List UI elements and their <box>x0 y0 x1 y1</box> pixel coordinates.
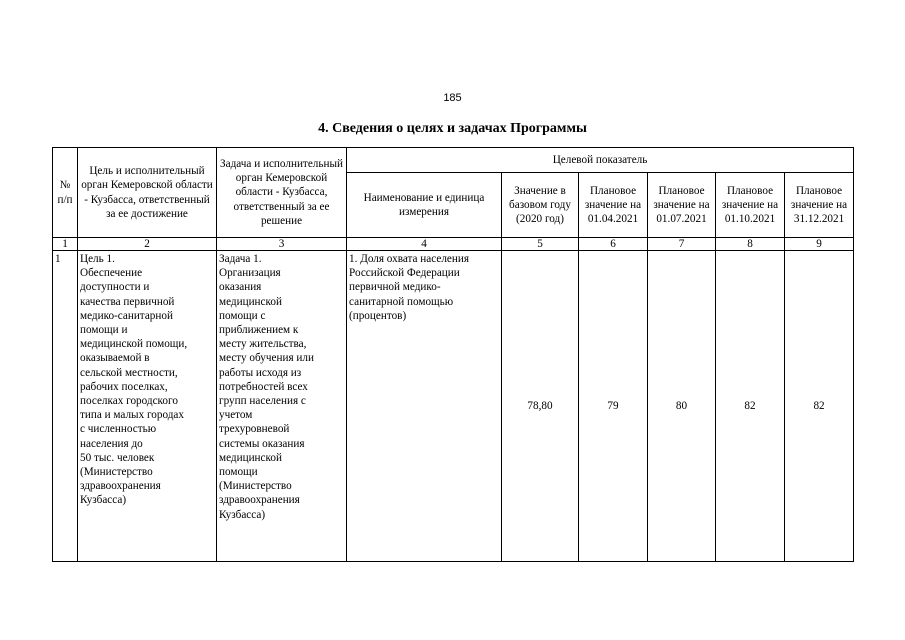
text-line: медицинской <box>219 451 282 464</box>
text-line: Кузбасса) <box>80 494 127 507</box>
text-line: с численностью <box>80 423 157 436</box>
base-value-cell: 78,80 <box>502 251 579 562</box>
column-number: 1 <box>53 238 78 251</box>
text-line: групп населения с <box>219 395 306 408</box>
text-line: Цель 1. <box>80 253 115 265</box>
text-line: оказания <box>219 281 262 294</box>
text-line: месту жительства, <box>219 338 307 351</box>
text-line: рабочих поселках, <box>80 380 168 393</box>
column-number: 7 <box>648 238 716 251</box>
task-text <box>219 252 344 522</box>
plan-q1-cell: 79 <box>579 251 648 562</box>
header-plan-q3: Плановое значение на 01.10.2021 <box>716 173 785 238</box>
column-number: 9 <box>785 238 854 251</box>
text-line: населения до <box>80 437 143 450</box>
document-title: 4. Сведения о целях и задачах Программы <box>318 121 587 136</box>
text-line: Обеспечение <box>80 267 143 280</box>
header-indicator-group: Целевой показатель <box>347 148 854 173</box>
header-goal: Цель и исполнительный орган Кемеровской области - Кузбасса, ответственный за ее достижение <box>78 148 217 238</box>
header-plan-q2: Плановое значение на 01.07.2021 <box>648 173 716 238</box>
text-line: 50 тыс. человек <box>80 451 155 464</box>
text-line: помощи и <box>80 324 128 337</box>
text-line: (Министерство <box>219 480 292 493</box>
text-line: медико-санитарной <box>80 309 173 322</box>
text-line: Организация <box>219 267 281 280</box>
header-plan-q1: Плановое значение на 01.04.2021 <box>579 173 648 238</box>
column-number: 6 <box>579 238 648 251</box>
goal-text <box>80 252 214 508</box>
header-base-value: Значение в базовом году (2020 год) <box>502 173 579 238</box>
column-number: 4 <box>347 238 502 251</box>
text-line: медицинской помощи, <box>80 338 188 351</box>
text-line: потребностей всех <box>219 380 308 393</box>
plan-q3-cell: 82 <box>716 251 785 562</box>
column-number: 8 <box>716 238 785 251</box>
goal-cell <box>78 251 217 562</box>
text-line: сельской местности, <box>80 366 178 379</box>
text-line: системы оказания <box>219 437 305 450</box>
header-row-top <box>53 148 854 173</box>
text-line: здравоохранения <box>219 494 300 507</box>
text-line: типа и малых городах <box>80 409 184 422</box>
text-line: (процентов) <box>349 309 407 322</box>
column-numbers-row <box>53 238 854 251</box>
page-number: 185 <box>443 92 462 104</box>
task-cell <box>217 251 347 562</box>
text-line: оказываемой в <box>80 352 150 365</box>
text-line: Кузбасса) <box>219 508 266 521</box>
text-line: медицинской <box>219 295 282 308</box>
text-line: поселках городского <box>80 395 178 408</box>
text-line: работы исходя из <box>219 366 302 379</box>
text-line: 1. Доля охвата населения <box>349 253 469 265</box>
text-line: (Министерство <box>80 466 153 479</box>
plan-q2-cell: 80 <box>648 251 716 562</box>
text-line: учетом <box>219 409 253 422</box>
text-line: помощи <box>219 466 258 479</box>
text-line: качества первичной <box>80 295 175 308</box>
table-row <box>53 251 854 562</box>
row-number: 1 <box>53 251 78 562</box>
text-line: санитарной помощью <box>349 295 454 308</box>
goals-table <box>52 147 854 562</box>
text-line: первичной медико- <box>349 281 441 294</box>
text-line: доступности и <box>80 281 150 294</box>
text-line: помощи с <box>219 309 266 322</box>
text-line: месту обучения или <box>219 352 314 365</box>
column-number: 2 <box>78 238 217 251</box>
text-line: здравоохранения <box>80 480 161 493</box>
indicator-text <box>349 252 499 323</box>
text-line: Задача 1. <box>219 253 262 265</box>
column-number: 5 <box>502 238 579 251</box>
text-line: трехуровневой <box>219 423 290 436</box>
header-indicator-name: Наименование и единица измерения <box>347 173 502 238</box>
header-task: Задача и исполнительный орган Кемеровской области - Кузбасса, ответственный за ее решение <box>217 148 347 238</box>
column-number: 3 <box>217 238 347 251</box>
text-line: приближением к <box>219 324 299 337</box>
header-num: № п/п <box>53 148 78 238</box>
indicator-cell <box>347 251 502 562</box>
plan-q4-cell: 82 <box>785 251 854 562</box>
header-plan-q4: Плановое значение на 31.12.2021 <box>785 173 854 238</box>
text-line: Российской Федерации <box>349 267 460 280</box>
